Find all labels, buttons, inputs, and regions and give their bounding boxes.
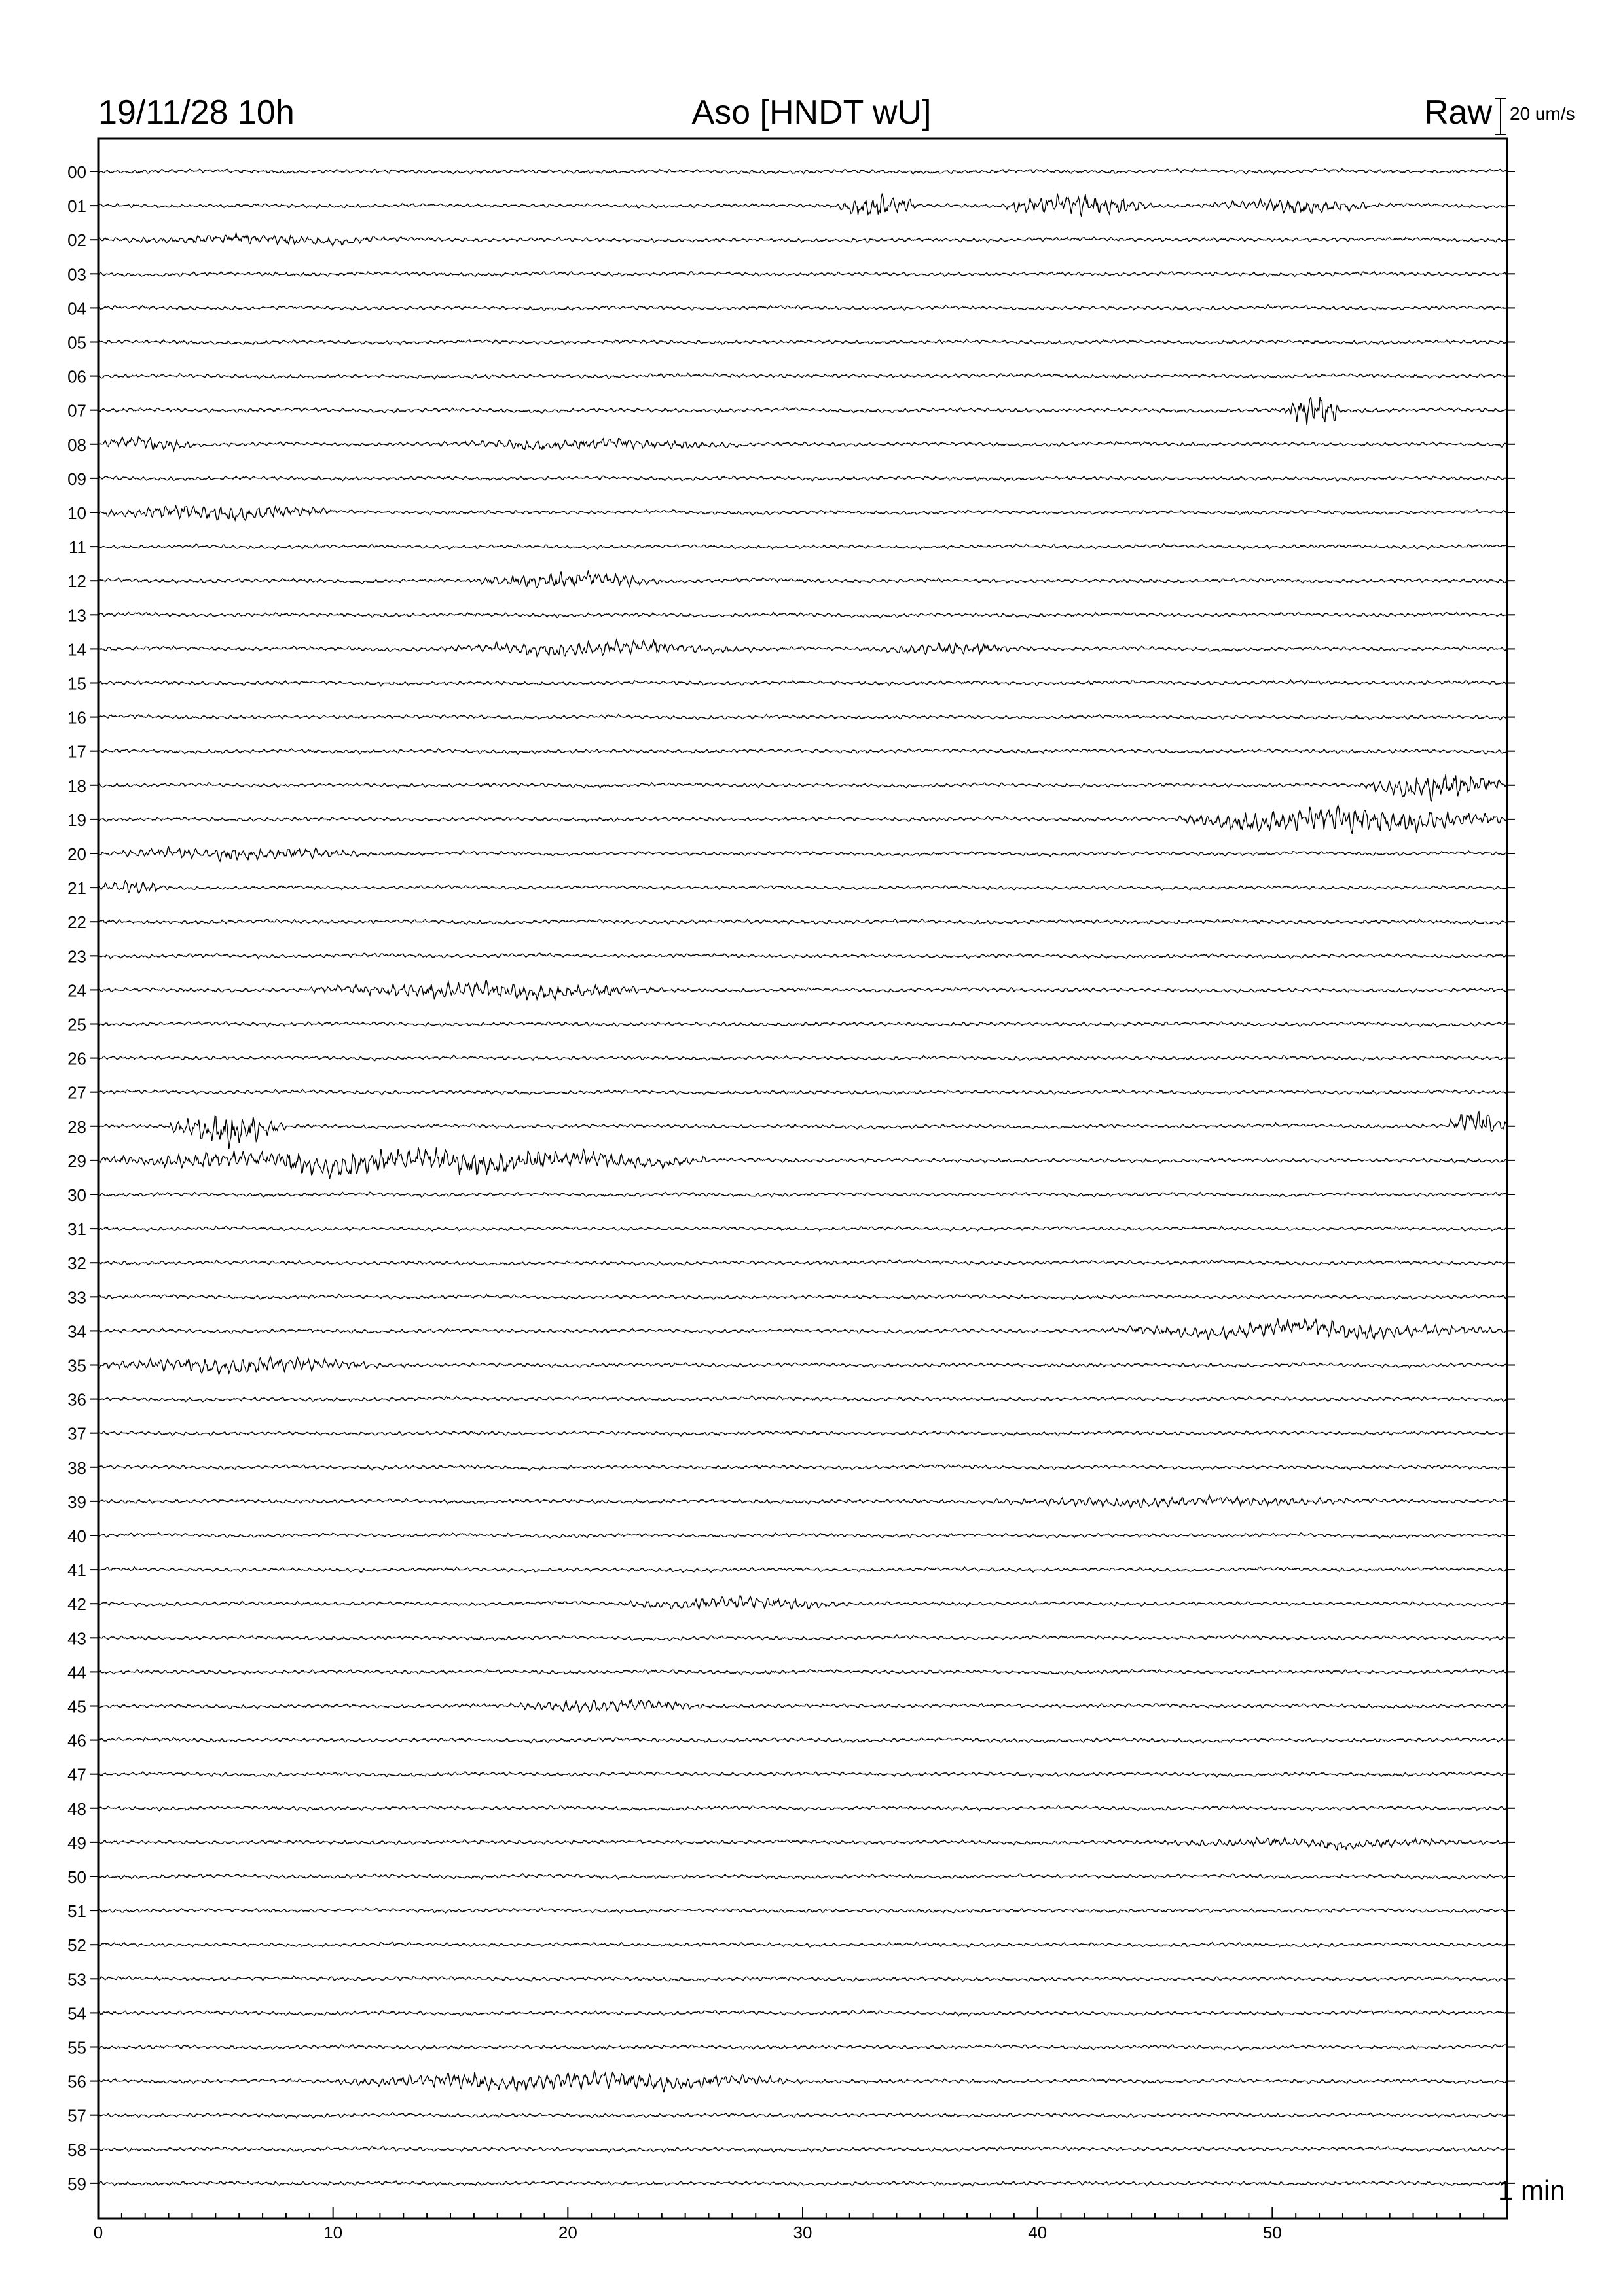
row-label: 09: [67, 469, 86, 489]
row-label: 14: [67, 639, 86, 660]
trace-line: [98, 806, 1507, 834]
x-tick-label: 50: [1262, 2223, 1282, 2242]
trace-line: [98, 1056, 1507, 1061]
row-label: 08: [67, 435, 86, 455]
row-label: 15: [67, 673, 86, 694]
x-tick-label: 30: [793, 2223, 812, 2242]
trace-line: [98, 680, 1507, 686]
row-label: 43: [67, 1628, 86, 1649]
trace-line: [98, 570, 1507, 588]
trace-line: [98, 774, 1507, 801]
trace-line: [98, 953, 1507, 958]
row-label: 24: [67, 980, 86, 1001]
trace-line: [98, 1909, 1507, 1913]
trace-line: [98, 1806, 1507, 1811]
row-label: 01: [67, 196, 86, 217]
trace-line: [98, 612, 1507, 617]
trace-line: [98, 1699, 1507, 1713]
row-label: 38: [67, 1458, 86, 1478]
trace-line: [98, 2045, 1507, 2051]
trace-line: [98, 639, 1507, 656]
trace-line: [98, 749, 1507, 754]
row-label: 51: [67, 1901, 86, 1922]
trace-line: [98, 1567, 1507, 1572]
row-label: 44: [67, 1662, 86, 1683]
row-label: 19: [67, 810, 86, 830]
x-tick-label: 0: [93, 2223, 103, 2242]
row-label: 10: [67, 503, 86, 523]
row-label: 59: [67, 2174, 86, 2194]
trace-line: [98, 1227, 1507, 1232]
row-label: 17: [67, 742, 86, 762]
trace-line: [98, 272, 1507, 277]
trace-line: [98, 1772, 1507, 1777]
plot-frame: [98, 139, 1507, 2219]
row-label: 06: [67, 367, 86, 387]
trace-line: [98, 2181, 1507, 2186]
trace-line: [98, 233, 1507, 246]
row-label: 04: [67, 298, 86, 319]
scale-bar-label: 20 um/s: [1510, 103, 1575, 124]
trace-line: [98, 1533, 1507, 1539]
trace-line: [98, 437, 1507, 451]
trace-line: [98, 1596, 1507, 1609]
row-label: 33: [67, 1287, 86, 1308]
x-tick-label: 10: [323, 2223, 343, 2242]
trace-line: [98, 505, 1507, 520]
row-label: 07: [67, 401, 86, 421]
trace-line: [98, 1260, 1507, 1266]
date-hour-title: 19/11/28 10h: [98, 94, 295, 132]
row-label: 16: [67, 708, 86, 728]
row-label: 03: [67, 264, 86, 285]
trace-line: [98, 1112, 1507, 1149]
row-label: 12: [67, 571, 86, 592]
trace-line: [98, 2070, 1507, 2092]
trace-line: [98, 1874, 1507, 1879]
row-label: 25: [67, 1014, 86, 1035]
trace-line: [98, 919, 1507, 924]
row-label: 11: [69, 537, 86, 558]
trace-line: [98, 1670, 1507, 1675]
trace-line: [98, 1431, 1507, 1436]
row-label: 48: [67, 1799, 86, 1819]
row-label: 46: [67, 1731, 86, 1751]
row-label: 05: [67, 332, 86, 353]
trace-line: [98, 1738, 1507, 1743]
trace-group: [98, 169, 1507, 2186]
trace-line: [98, 847, 1507, 861]
row-label: 21: [67, 878, 86, 899]
row-label: 23: [67, 946, 86, 967]
row-label: 42: [67, 1594, 86, 1615]
row-label: 49: [67, 1833, 86, 1853]
row-label: 35: [67, 1355, 86, 1376]
x-tick-label: 40: [1028, 2223, 1048, 2242]
row-label: 58: [67, 2140, 86, 2160]
row-label: 54: [67, 2003, 86, 2024]
trace-line: [98, 1357, 1507, 1375]
row-label: 57: [67, 2106, 86, 2126]
row-label: 52: [67, 1935, 86, 1956]
trace-line: [98, 169, 1507, 174]
row-label: 31: [67, 1219, 86, 1240]
trace-line: [98, 305, 1507, 310]
row-label: 47: [67, 1765, 86, 1785]
trace-line: [98, 1022, 1507, 1027]
row-label: 18: [67, 776, 86, 796]
trace-line: [98, 194, 1507, 217]
row-label: 30: [67, 1185, 86, 1205]
row-label: 20: [67, 844, 86, 864]
trace-line: [98, 2147, 1507, 2152]
trace-line: [98, 2113, 1507, 2118]
row-label: 02: [67, 230, 86, 251]
row-label: 27: [67, 1083, 86, 1103]
row-label: 39: [67, 1492, 86, 1512]
row-label: 22: [67, 912, 86, 933]
trace-line: [98, 1976, 1507, 1981]
trace-line: [98, 881, 1507, 893]
row-label: 26: [67, 1049, 86, 1069]
row-label: 34: [67, 1321, 86, 1342]
row-label: 55: [67, 2037, 86, 2058]
trace-line: [98, 981, 1507, 1000]
trace-line: [98, 1396, 1507, 1401]
row-label: 56: [67, 2072, 86, 2092]
row-label: 28: [67, 1117, 86, 1137]
trace-line: [98, 1635, 1507, 1641]
x-tick-label: 20: [558, 2223, 577, 2242]
row-label: 53: [67, 1969, 86, 1990]
trace-line: [98, 1942, 1507, 1947]
trace-line: [98, 1837, 1507, 1850]
row-label: 32: [67, 1253, 86, 1274]
trace-line: [98, 1192, 1507, 1197]
trace-line: [98, 1295, 1507, 1300]
trace-line: [98, 715, 1507, 720]
row-label: 00: [67, 162, 86, 182]
trace-line: [98, 1465, 1507, 1470]
x-axis-unit-label: 1 min: [1498, 2175, 1565, 2206]
station-title: Aso [HNDT wU]: [691, 94, 932, 132]
row-label: 41: [67, 1560, 86, 1581]
trace-line: [98, 397, 1507, 425]
trace-line: [98, 1495, 1507, 1508]
trace-line: [98, 1147, 1507, 1179]
row-label: 29: [67, 1151, 86, 1171]
row-label: 13: [67, 605, 86, 626]
trace-line: [98, 1318, 1507, 1340]
trace-line: [98, 2010, 1507, 2016]
trace-line: [98, 476, 1507, 481]
trace-line: [98, 1090, 1507, 1095]
trace-line: [98, 544, 1507, 550]
row-label: 40: [67, 1526, 86, 1546]
row-label: 45: [67, 1696, 86, 1717]
trace-line: [98, 373, 1507, 379]
x-tick-group: [94, 2207, 1507, 2242]
row-label-group: [67, 162, 1515, 2194]
row-label: 36: [67, 1390, 86, 1410]
trace-line: [98, 340, 1507, 345]
row-label: 50: [67, 1867, 86, 1887]
mode-label: Raw: [1423, 94, 1492, 132]
row-label: 37: [67, 1424, 86, 1444]
